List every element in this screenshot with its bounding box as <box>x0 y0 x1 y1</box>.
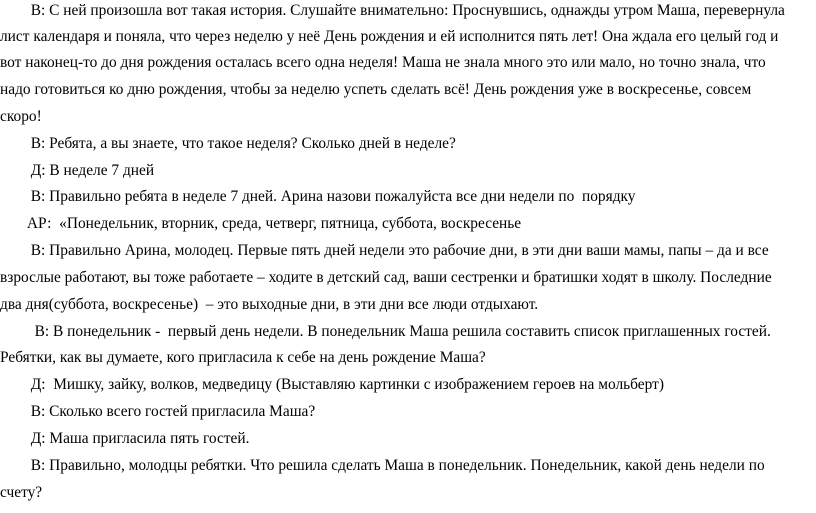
text-line: В: Правильно Арина, молодец. Первые пять дней недели это рабочие дни, в эти дни ваши мамы, папы – да и все <box>0 242 769 259</box>
text-line: Д: В неделе 7 дней <box>0 162 155 179</box>
text-line: В: С ней произошла вот такая история. Слушайте внимательно: Проснувшись, однажды утром Маша, перевернула <box>0 2 785 19</box>
text-line: надо готовиться ко дню рождения, чтобы за неделю успеть сделать всё! День рождения уже в воскресенье, совсем <box>0 81 752 98</box>
text-line: лист календаря и поняла, что через неделю у неё День рождения и ей исполнится пять лет! Она ждала его целый год и <box>0 28 779 45</box>
text-line: взрослые работают, вы тоже работаете – ходите в детский сад, ваши сестренки и братишки ходят в школу. Последние <box>0 269 772 286</box>
text-line: В: Правильно, молодцы ребятки. Что решила сделать Маша в понедельник. Понедельник, какой день недели по <box>0 457 765 474</box>
text-line: Д: Маша пригласила пять гостей. <box>0 430 250 447</box>
text-line: В: Сколько всего гостей пригласила Маша? <box>0 403 316 420</box>
text-line: вот наконец-то до дня рождения осталась всего одна неделя! Маша не знала много это или мало, но точно знала, что <box>0 54 766 71</box>
text-line: АР: «Понедельник, вторник, среда, четверг, пятница, суббота, воскресенье <box>0 215 522 232</box>
text-line: счету? <box>0 484 43 501</box>
text-line: Ребятки, как вы думаете, кого пригласила к себе на день рождение Маша? <box>0 349 486 366</box>
text-line: два дня(суббота, воскресенье) – это выходные дни, в эти дни все люди отдыхают. <box>0 296 539 313</box>
text-line: Д: Мишку, зайку, волков, медведицу (Выставляю картинки с изображением героев на мольберт) <box>0 376 664 393</box>
text-line: В: Ребята, а вы знаете, что такое неделя? Сколько дней в неделе? <box>0 135 456 152</box>
text-line: В: В понедельник - первый день недели. В понедельник Маша решила составить список приглашенных гостей. <box>0 323 771 340</box>
text-line: скоро! <box>0 108 42 125</box>
text-line: В: Правильно ребята в неделе 7 дней. Арина назови пожалуйста все дни недели по порядку <box>0 188 636 205</box>
